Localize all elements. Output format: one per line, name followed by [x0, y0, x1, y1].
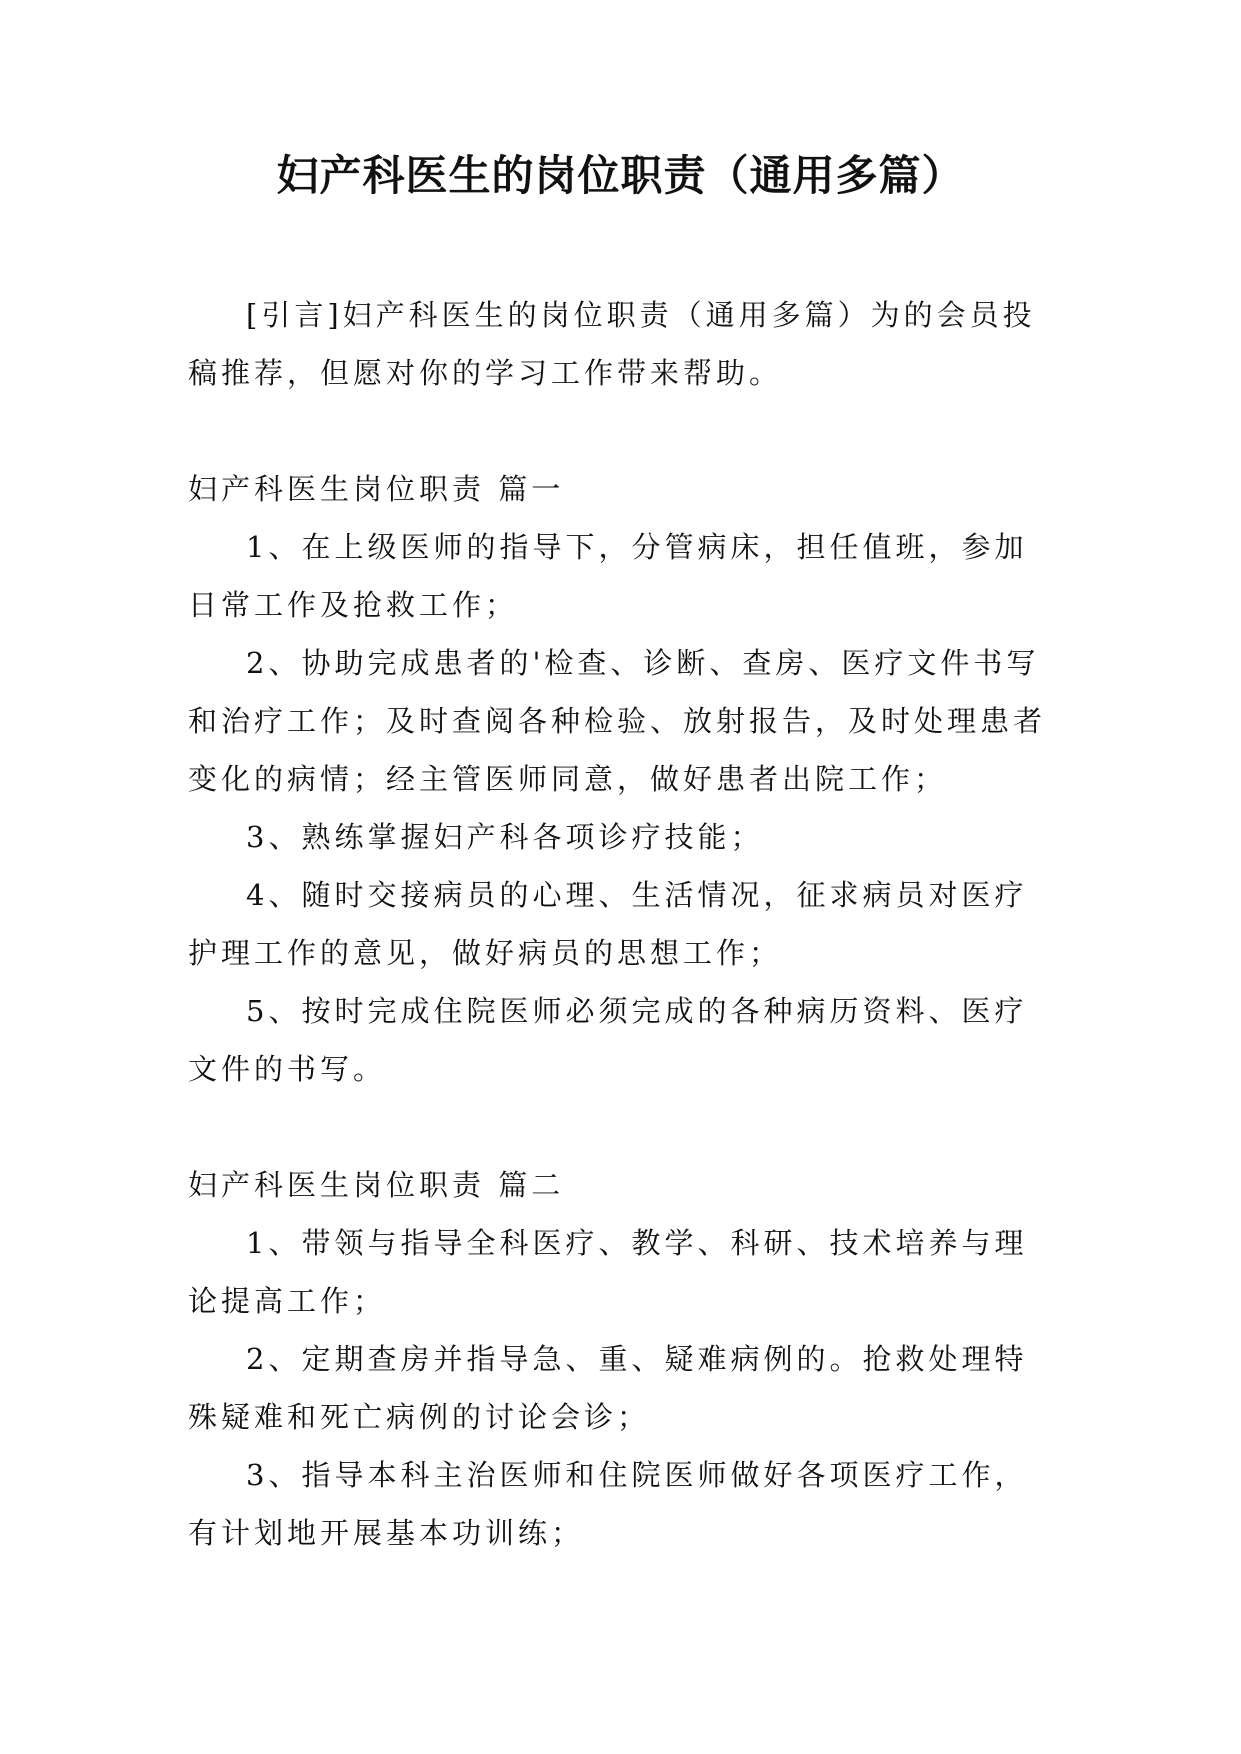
list-item: 1、在上级医师的指导下，分管病床，担任值班，参加日常工作及抢救工作；	[188, 530, 1028, 622]
document-body	[188, 286, 1050, 1562]
list-item: 2、定期查房并指导急、重、疑难病例的。抢救处理特殊疑难和死亡病例的讨论会诊；	[188, 1342, 1028, 1434]
list-item: 3、熟练掌握妇产科各项诊疗技能；	[246, 820, 764, 854]
document-title: 妇产科医生的岗位职责（通用多篇）	[276, 151, 965, 200]
list-item: 2、协助完成患者的'检查、诊断、查房、医疗文件书写和治疗工作；及时查阅各种检验、放射报告，及时处理患者变化的病情；经主管医师同意，做好患者出院工作；	[188, 646, 1047, 796]
list-item: 1、带领与指导全科医疗、教学、科研、技术培养与理论提高工作；	[188, 1226, 1028, 1318]
intro-paragraph: [引言]妇产科医生的岗位职责（通用多篇）为的会员投稿推荐，但愿对你的学习工作带来帮助。	[188, 298, 1036, 390]
list-item: 3、指导本科主治医师和住院医师做好各项医疗工作，有计划地开展基本功训练；	[188, 1458, 1028, 1550]
list-item: 5、按时完成住院医师必须完成的各种病历资料、医疗文件的书写。	[188, 994, 1028, 1086]
section-heading-1: 妇产科医生岗位职责 篇一	[188, 472, 565, 506]
section-heading-2: 妇产科医生岗位职责 篇二	[188, 1168, 565, 1202]
list-item: 4、随时交接病员的心理、生活情况，征求病员对医疗护理工作的意见，做好病员的思想工作；	[188, 878, 1028, 970]
